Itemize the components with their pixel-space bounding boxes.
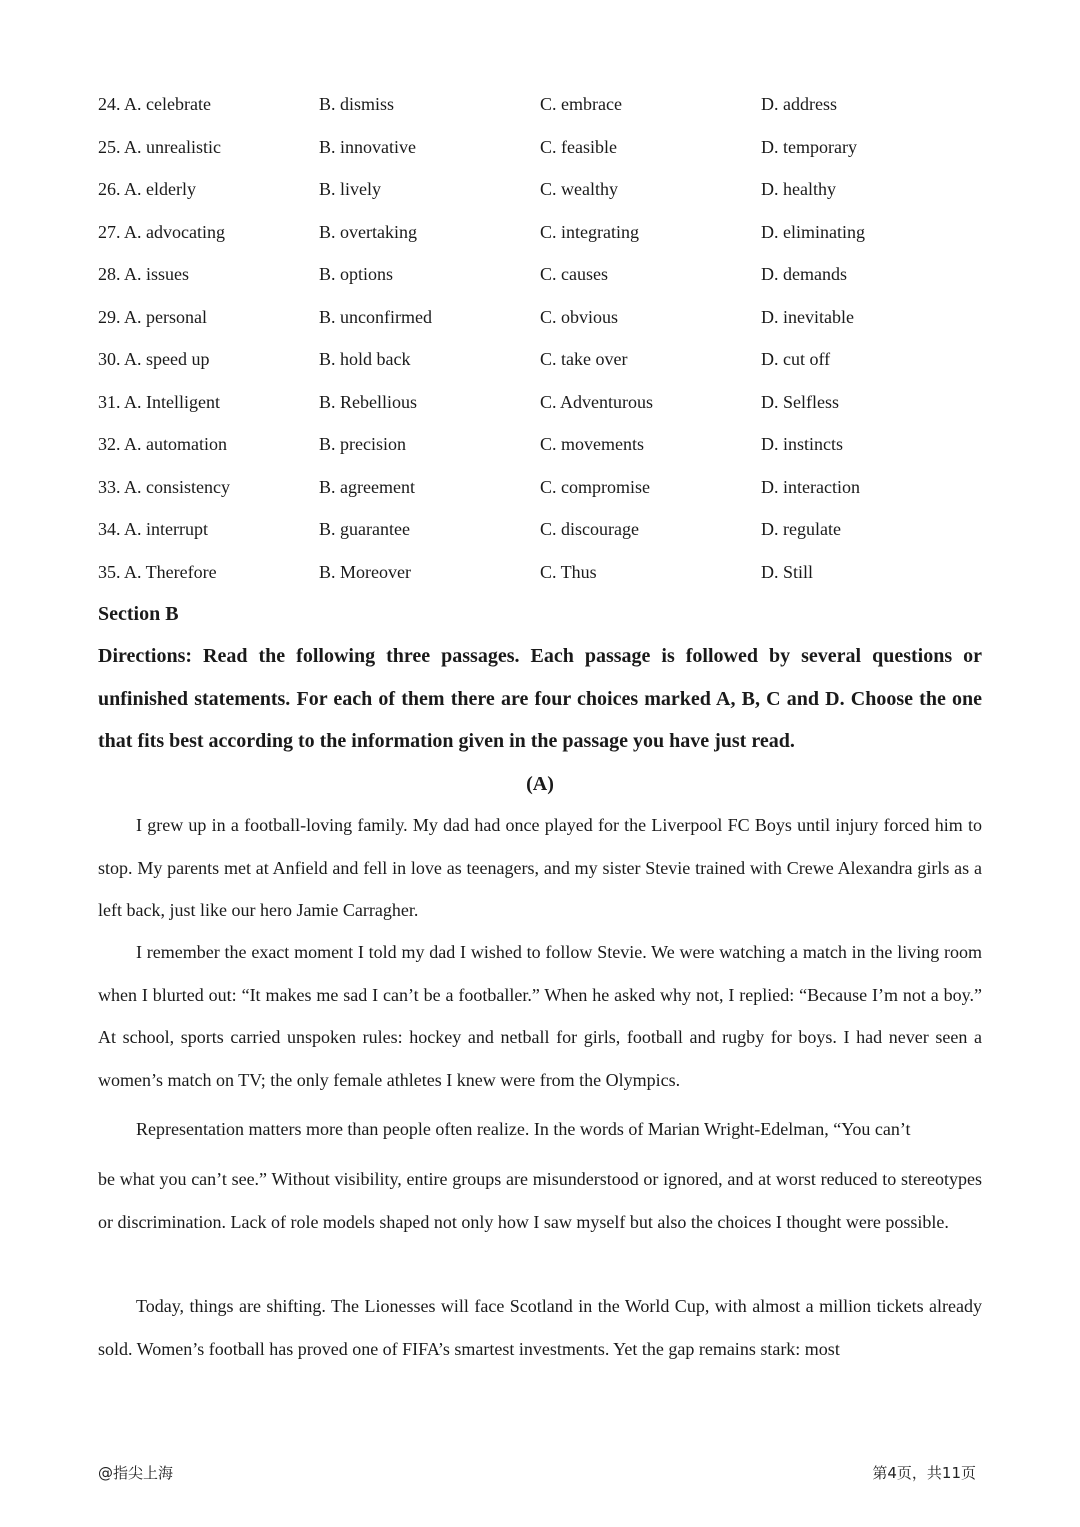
option-row (98, 296, 982, 339)
directions-text: Directions: Read the following three passages. Each passage is followed by several questions or unfinished statements. For each of them there are four choices marked A, B, C and D. Choose the one that fits best according to the information given in the passage you have just read. (98, 645, 982, 752)
option-b: B. unconfirmed (319, 306, 432, 327)
option-a: 24. A. celebrate (98, 94, 211, 114)
answer-options-table (98, 83, 982, 593)
paragraph-1: I grew up in a football-loving family. My dad had once played for the Liverpool FC Boys until injury forced him to stop. My parents met at Anfield and fell in love as teenagers, and my sister Stevie trained with Crewe Alexandra girls as a left back, just like our hero Jamie Carragher. (98, 815, 982, 920)
option-row (98, 126, 982, 169)
paragraph-2: I remember the exact moment I told my dad I wished to follow Stevie. We were watching a match in the living room when I blurted out: “It makes me sad I can’t be a footballer.” When he asked why not, I replied: “Because I’m not a boy.” At school, sports carried unspoken rules: hockey and netball for girls, football and rugby for boys. I had never seen a women’s match on TV; the only female athletes I knew were from the Olympics. (98, 942, 982, 1090)
option-b: B. agreement (319, 476, 415, 497)
option-a: 33. A. consistency (98, 476, 230, 497)
option-a: 29. A. personal (98, 306, 207, 327)
option-b: B. options (319, 264, 394, 284)
option-b: B. hold back (319, 349, 411, 369)
option-b: B. lively (319, 179, 381, 199)
option-d: D. healthy (761, 179, 836, 199)
page-number: 第4页，共11页 (872, 1464, 976, 1482)
option-row (98, 253, 982, 296)
option-a: 26. A. elderly (98, 179, 196, 199)
option-c: C. take over (540, 349, 628, 369)
passage-label: (A) (526, 773, 554, 795)
option-d: D. inevitable (761, 306, 854, 327)
option-b: B. dismiss (319, 94, 395, 114)
option-b: B. precision (319, 434, 406, 454)
option-c: C. obvious (540, 306, 619, 327)
option-row (98, 551, 982, 594)
option-d: D. Still (761, 561, 814, 582)
option-d: D. cut off (761, 349, 831, 369)
option-d: D. regulate (761, 519, 841, 539)
option-d: D. eliminating (761, 221, 865, 242)
option-d: D. temporary (761, 136, 857, 157)
option-a: 34. A. interrupt (98, 519, 208, 539)
option-c: C. Adventurous (540, 391, 654, 412)
option-a: 32. A. automation (98, 434, 227, 454)
option-row (98, 83, 982, 126)
option-a: 27. A. advocating (98, 221, 225, 242)
paragraph-4: Today, things are shifting. The Lionesses will face Scotland in the World Cup, with almost a million tickets already sold. Women’s football has proved one of FIFA’s smartest investments. Yet the gap remains stark: most (98, 1296, 982, 1359)
option-a: 35. A. Therefore (98, 561, 217, 582)
option-row (98, 338, 982, 381)
option-a: 28. A. issues (98, 264, 190, 284)
option-d: D. Selfless (761, 391, 839, 412)
option-row (98, 508, 982, 551)
option-a: 31. A. Intelligent (98, 391, 220, 412)
option-c: C. integrating (540, 221, 639, 242)
option-c: C. movements (540, 434, 644, 454)
option-c: C. compromise (540, 476, 650, 497)
option-d: D. demands (761, 264, 847, 284)
option-row (98, 211, 982, 254)
option-c: C. feasible (540, 136, 617, 157)
option-b: B. guarantee (319, 519, 410, 539)
paragraph-3-first-line: Representation matters more than people often realize. In the words of Marian Wright-Edelman, “You can’t (136, 1119, 911, 1139)
option-c: C. Thus (540, 561, 597, 582)
footer-source: @指尖上海 (98, 1464, 174, 1482)
option-c: C. discourage (540, 519, 639, 539)
option-b: B. Rebellious (319, 391, 417, 412)
option-row (98, 423, 982, 466)
section-title: Section B (98, 603, 179, 625)
option-row (98, 381, 982, 424)
option-d: D. interaction (761, 476, 860, 497)
option-a: 30. A. speed up (98, 349, 210, 369)
paragraph-3-continued: be what you can’t see.” Without visibility, entire groups are misunderstood or ignored, and at worst reduced to stereotypes or discrimination. Lack of role models shaped not only how I saw myself but also the choices I thought were possible. (98, 1169, 982, 1232)
option-c: C. wealthy (540, 179, 618, 199)
option-row (98, 466, 982, 509)
option-c: C. embrace (540, 94, 622, 114)
option-row (98, 168, 982, 211)
option-a: 25. A. unrealistic (98, 136, 221, 157)
option-b: B. Moreover (319, 561, 411, 582)
option-d: D. instincts (761, 434, 844, 454)
option-d: D. address (761, 94, 837, 114)
option-b: B. overtaking (319, 221, 417, 242)
option-b: B. innovative (319, 136, 416, 157)
option-c: C. causes (540, 264, 608, 284)
